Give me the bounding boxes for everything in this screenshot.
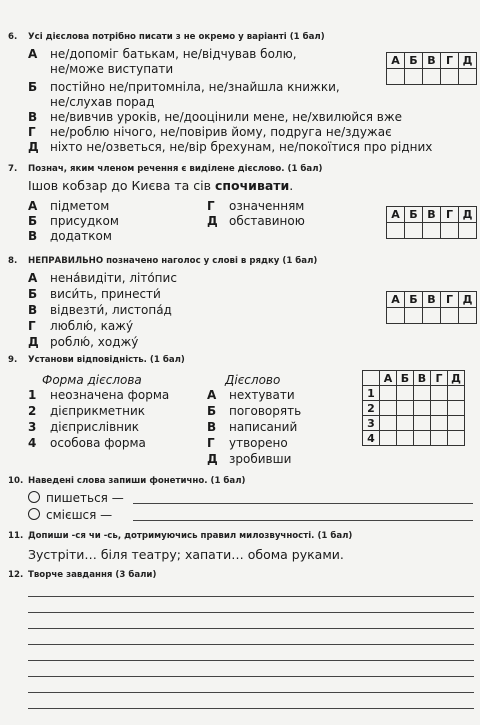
option-a[interactable]: А підметом (28, 199, 110, 213)
option-b[interactable]: Б присудком (28, 214, 119, 228)
answer-cell[interactable] (441, 308, 459, 324)
answer-cell[interactable] (423, 223, 441, 239)
match-right-item: Б поговорять (207, 404, 302, 418)
grid-header: Б (405, 292, 423, 308)
grid-header: Г (431, 371, 448, 386)
question-7-prompt: 7. Познач, яким членом речення є виділене дієслово. (1 бал) (8, 164, 323, 174)
answer-cell[interactable] (423, 69, 441, 85)
answer-cell[interactable] (380, 416, 397, 431)
writing-line[interactable] (28, 708, 474, 709)
match-right-item: В написаний (207, 420, 298, 434)
match-right-item: А нехтувати (207, 388, 295, 402)
answer-cell[interactable] (397, 386, 414, 401)
answer-cell[interactable] (431, 431, 448, 446)
answer-cell[interactable] (414, 386, 431, 401)
grid-header: В (423, 207, 441, 223)
grid-corner (363, 371, 380, 386)
phonetic-word: пишеться — (28, 491, 124, 506)
answer-cell[interactable] (448, 386, 465, 401)
question-7-sentence: Ішов кобзар до Києва та сів спочивати. (28, 178, 294, 193)
match-right-item: Г утворено (207, 436, 288, 450)
answer-cell[interactable] (397, 401, 414, 416)
answer-cell[interactable] (380, 401, 397, 416)
grid-row-label: 3 (363, 416, 380, 431)
option-a-cont: не/може виступати (50, 62, 174, 76)
option-g[interactable]: Г не/роблю нічого, не/повірив йому, подруга не/здужає (28, 125, 392, 139)
answer-cell[interactable] (448, 416, 465, 431)
question-11-sentence: Зустріти… біля театру; хапати… обома руками. (28, 547, 344, 562)
bullet-circle-icon (28, 491, 40, 503)
question-12-prompt: 12. Творче завдання (3 бали) (8, 570, 157, 580)
answer-cell[interactable] (405, 308, 423, 324)
grid-header: Д (448, 371, 465, 386)
answer-cell[interactable] (405, 223, 423, 239)
bullet-circle-icon (28, 508, 40, 520)
answer-cell[interactable] (441, 69, 459, 85)
writing-line[interactable] (28, 660, 474, 661)
match-left-item: 2 дієприкметник (28, 404, 146, 418)
grid-header: Б (405, 207, 423, 223)
option-b-cont: не/слухав порад (50, 95, 155, 109)
writing-line[interactable] (28, 676, 474, 677)
writing-line[interactable] (28, 596, 474, 597)
match-left-item: 4 особова форма (28, 436, 146, 450)
grid-header: Д (459, 292, 477, 308)
writing-line[interactable] (28, 628, 474, 629)
answer-cell[interactable] (441, 223, 459, 239)
right-column-header: Дієслово (225, 373, 281, 387)
grid-header: В (414, 371, 431, 386)
grid-header: Б (397, 371, 414, 386)
option-v[interactable]: В відвезти́, листопа́д (28, 303, 172, 317)
option-d[interactable]: Д ніхто не/озветься, не/вір брехунам, не/покоїтися про рідних (28, 140, 433, 154)
question-6-prompt: 6. Усі дієслова потрібно писати з не окремо у варіанті (1 бал) (8, 32, 325, 42)
match-left-item: 1 неозначена форма (28, 388, 170, 402)
question-8-prompt: 8. НЕПРАВИЛЬНО позначено наголос у слові в рядку (1 бал) (8, 256, 318, 266)
grid-header: В (423, 53, 441, 69)
answer-cell[interactable] (423, 308, 441, 324)
left-column-header: Форма дієслова (42, 373, 142, 387)
match-left-item: 3 дієприслівник (28, 420, 140, 434)
option-b[interactable]: Б постійно не/притомніла, не/знайшла книжки, (28, 80, 340, 94)
grid-header: А (387, 53, 405, 69)
answer-cell[interactable] (459, 223, 477, 239)
option-v[interactable]: В додатком (28, 229, 112, 243)
question-10-prompt: 10. Наведені слова запиши фонетично. (1 бал) (8, 476, 246, 486)
grid-header: Б (405, 53, 423, 69)
option-d[interactable]: Д обставиною (207, 214, 305, 228)
writing-line[interactable] (28, 692, 474, 693)
answer-grid-7 (386, 206, 477, 239)
phonetic-word: смієшся — (28, 508, 112, 523)
grid-header: Д (459, 207, 477, 223)
matching-grid (362, 370, 465, 446)
answer-grid-8 (386, 291, 477, 324)
answer-cell[interactable] (448, 431, 465, 446)
match-right-item: Д зробивши (207, 452, 292, 466)
answer-cell[interactable] (387, 69, 405, 85)
grid-header: Г (441, 207, 459, 223)
option-g[interactable]: Г означенням (207, 199, 305, 213)
question-9-prompt: 9. Установи відповідність. (1 бал) (8, 355, 185, 365)
answer-cell[interactable] (448, 401, 465, 416)
writing-line[interactable] (28, 644, 474, 645)
option-a[interactable]: А нена́видіти, літо́пис (28, 271, 177, 285)
option-d[interactable]: Д роблю́, ходжу́ (28, 335, 139, 349)
grid-header: В (423, 292, 441, 308)
grid-header: А (387, 292, 405, 308)
grid-row-label: 2 (363, 401, 380, 416)
option-v[interactable]: В не/вивчив уроків, не/дооцінили мене, не/хвилюйся вже (28, 110, 403, 124)
answer-line[interactable] (133, 520, 473, 521)
answer-cell[interactable] (405, 69, 423, 85)
answer-cell[interactable] (397, 431, 414, 446)
answer-cell[interactable] (397, 416, 414, 431)
answer-cell[interactable] (459, 308, 477, 324)
grid-header: А (387, 207, 405, 223)
answer-cell[interactable] (459, 69, 477, 85)
grid-row-label: 4 (363, 431, 380, 446)
option-g[interactable]: Г люблю́, кажу́ (28, 319, 134, 333)
option-a[interactable]: А не/допоміг батькам, не/відчував болю, (28, 47, 297, 61)
grid-header: Д (459, 53, 477, 69)
answer-cell[interactable] (431, 386, 448, 401)
answer-cell[interactable] (380, 431, 397, 446)
answer-cell[interactable] (414, 431, 431, 446)
grid-header: Г (441, 53, 459, 69)
answer-grid-6 (386, 52, 477, 85)
grid-header: Г (441, 292, 459, 308)
grid-row-label: 1 (363, 386, 380, 401)
writing-line[interactable] (28, 612, 474, 613)
answer-cell[interactable] (414, 401, 431, 416)
grid-header: А (380, 371, 397, 386)
answer-cell[interactable] (431, 401, 448, 416)
answer-cell[interactable] (431, 416, 448, 431)
answer-line[interactable] (133, 503, 473, 504)
answer-cell[interactable] (414, 416, 431, 431)
answer-cell[interactable] (380, 386, 397, 401)
answer-cell[interactable] (387, 308, 405, 324)
question-11-prompt: 11. Допиши -ся чи -сь, дотримуючись правил милозвучності. (1 бал) (8, 531, 353, 541)
option-b[interactable]: Б виси́ть, принести́ (28, 287, 161, 301)
answer-cell[interactable] (387, 223, 405, 239)
